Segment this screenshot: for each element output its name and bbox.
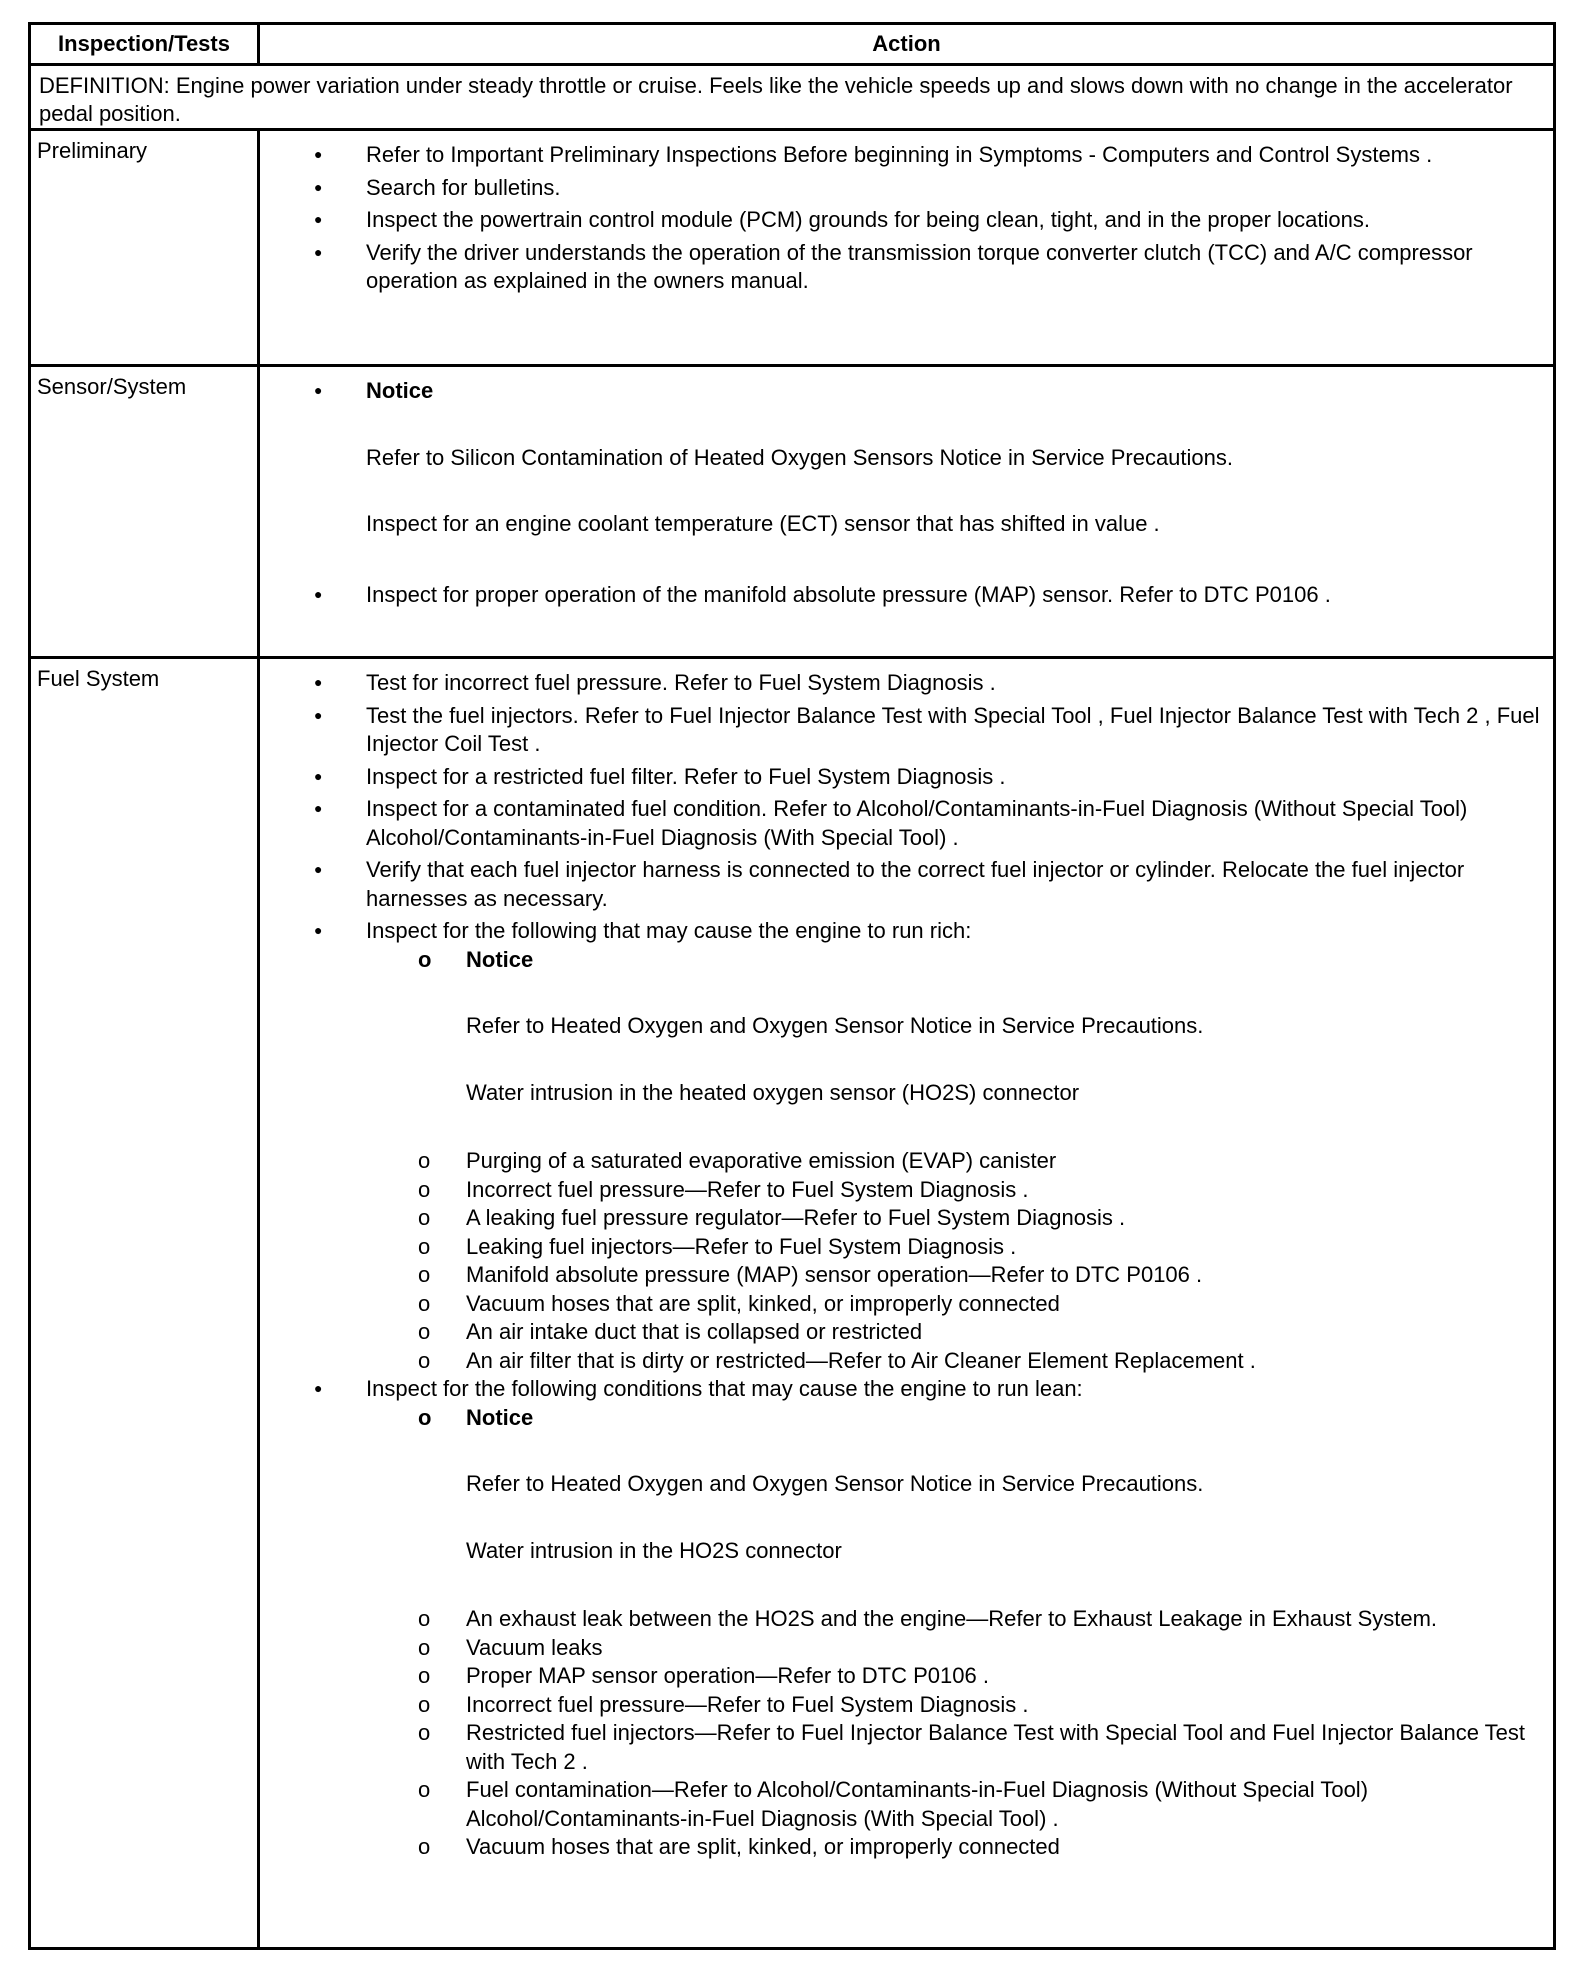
rich-notice-label: o Notice bbox=[260, 946, 1541, 975]
list-item: ● Inspect for a contaminated fuel condition. Refer to Alcohol/Contaminants-in-Fuel Diagnosis (Without Special Tool) Alcohol/Contaminants-in-Fuel Diagnosis (With Special Tool) . bbox=[260, 795, 1541, 852]
preliminary-row bbox=[31, 131, 1553, 367]
table-header-row bbox=[31, 25, 1553, 66]
diagnostic-table bbox=[28, 22, 1556, 1950]
lean-notice-text: Refer to Heated Oxygen and Oxygen Sensor Notice in Service Precautions. bbox=[466, 1471, 1204, 1496]
list-item: o Vacuum leaks bbox=[260, 1634, 1541, 1663]
header-action: Action bbox=[872, 31, 941, 56]
list-item: o Incorrect fuel pressure—Refer to Fuel System Diagnosis . bbox=[260, 1691, 1541, 1720]
list-item: o An air intake duct that is collapsed or restricted bbox=[260, 1318, 1541, 1347]
list-item: o Purging of a saturated evaporative emission (EVAP) canister bbox=[260, 1147, 1541, 1176]
list-item: o An air filter that is dirty or restricted—Refer to Air Cleaner Element Replacement . bbox=[260, 1347, 1541, 1376]
rich-water-text: Water intrusion in the heated oxygen sensor (HO2S) connector bbox=[466, 1079, 1080, 1105]
definition-text: DEFINITION: Engine power variation under steady throttle or cruise. Feels like the vehicle speeds up and slows down with no change in the accelerator pedal position. bbox=[39, 73, 1513, 126]
list-item: ● Inspect for proper operation of the manifold absolute pressure (MAP) sensor. Refer to DTC P0106 . bbox=[260, 581, 1541, 610]
fuel-system-list bbox=[260, 669, 1541, 1862]
lean-water-text: Water intrusion in the HO2S connector bbox=[466, 1537, 842, 1563]
list-item: ● Search for bulletins. bbox=[260, 174, 1541, 203]
list-item: o Vacuum hoses that are split, kinked, or improperly connected bbox=[260, 1833, 1541, 1862]
list-item: ● Test the fuel injectors. Refer to Fuel Injector Balance Test with Special Tool , Fuel Injector Balance Test with Tech 2 , Fuel Injector Coil Test . bbox=[260, 702, 1541, 759]
preliminary-label: Preliminary bbox=[31, 131, 260, 364]
list-item: ● Inspect for a restricted fuel filter. Refer to Fuel System Diagnosis . bbox=[260, 763, 1541, 792]
list-item: o Fuel contamination—Refer to Alcohol/Contaminants-in-Fuel Diagnosis (Without Special Tool) Alcohol/Contaminants-in-Fuel Diagnosis (With Special Tool) . bbox=[260, 1776, 1541, 1833]
rich-notice-text: Refer to Heated Oxygen and Oxygen Sensor Notice in Service Precautions. bbox=[466, 1013, 1204, 1038]
list-item: o Restricted fuel injectors—Refer to Fuel Injector Balance Test with Special Tool and Fuel Injector Balance Test with Tech 2 . bbox=[260, 1719, 1541, 1776]
list-item: o An exhaust leak between the HO2S and the engine—Refer to Exhaust Leakage in Exhaust System. bbox=[260, 1605, 1541, 1634]
list-item: o Manifold absolute pressure (MAP) sensor operation—Refer to DTC P0106 . bbox=[260, 1261, 1541, 1290]
preliminary-list bbox=[260, 141, 1541, 296]
sensor-system-row bbox=[31, 367, 1553, 659]
header-inspection-tests: Inspection/Tests bbox=[31, 25, 260, 63]
notice-text: Refer to Silicon Contamination of Heated Oxygen Sensors Notice in Service Precautions. bbox=[366, 444, 1233, 470]
lean-notice-label: o Notice bbox=[260, 1404, 1541, 1433]
fuel-system-row bbox=[31, 659, 1553, 1947]
sensor-system-list bbox=[260, 377, 1541, 609]
lean-intro: ● Inspect for the following conditions that may cause the engine to run lean: bbox=[260, 1375, 1541, 1404]
fuel-system-label: Fuel System bbox=[31, 659, 260, 1947]
notice-label: ● Notice bbox=[260, 377, 1541, 406]
list-item: ● Verify the driver understands the operation of the transmission torque converter clutch (TCC) and A/C compressor operation as explained in the owners manual. bbox=[260, 239, 1541, 296]
list-item: ● Test for incorrect fuel pressure. Refer to Fuel System Diagnosis . bbox=[260, 669, 1541, 698]
list-item: ● Inspect the powertrain control module (PCM) grounds for being clean, tight, and in the proper locations. bbox=[260, 206, 1541, 235]
definition-row bbox=[31, 66, 1553, 131]
list-item: o Proper MAP sensor operation—Refer to DTC P0106 . bbox=[260, 1662, 1541, 1691]
list-item: o Leaking fuel injectors—Refer to Fuel System Diagnosis . bbox=[260, 1233, 1541, 1262]
list-item: o Vacuum hoses that are split, kinked, or improperly connected bbox=[260, 1290, 1541, 1319]
list-item: o Incorrect fuel pressure—Refer to Fuel System Diagnosis . bbox=[260, 1176, 1541, 1205]
sensor-system-label: Sensor/System bbox=[31, 367, 260, 656]
rich-intro: ● Inspect for the following that may cause the engine to run rich: bbox=[260, 917, 1541, 946]
list-item: o A leaking fuel pressure regulator—Refer to Fuel System Diagnosis . bbox=[260, 1204, 1541, 1233]
list-item: ● Verify that each fuel injector harness is connected to the correct fuel injector or cylinder. Relocate the fuel injector harnesses as necessary. bbox=[260, 856, 1541, 913]
ect-text: Inspect for an engine coolant temperature (ECT) sensor that has shifted in value . bbox=[366, 511, 1160, 536]
list-item: ● Refer to Important Preliminary Inspections Before beginning in Symptoms - Computers and Control Systems . bbox=[260, 141, 1541, 170]
